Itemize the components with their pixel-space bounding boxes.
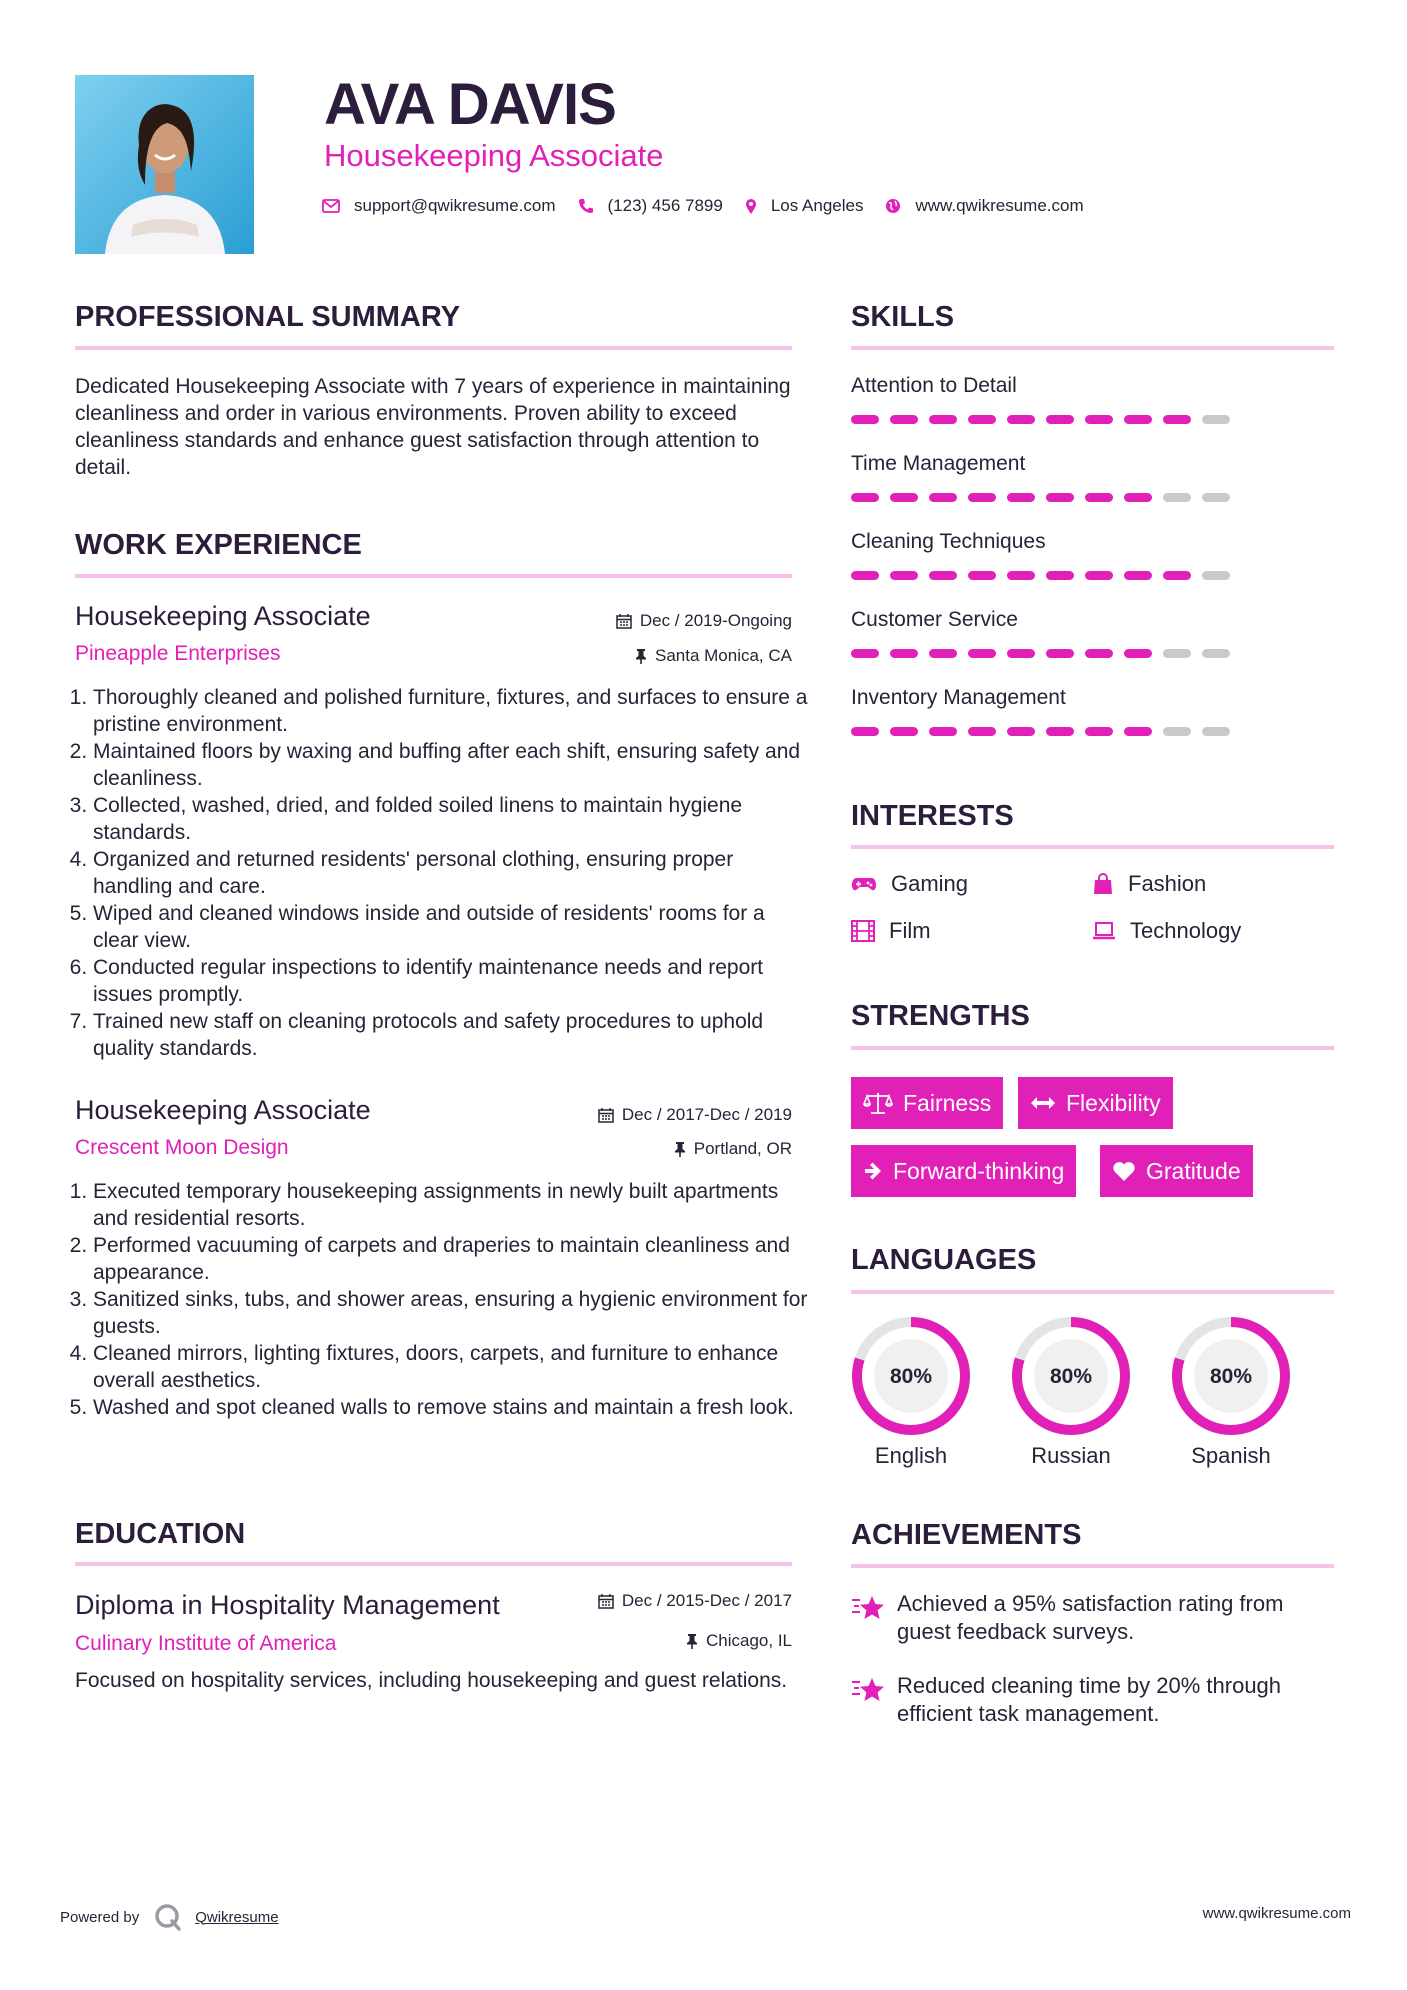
language-progress-ring bbox=[1010, 1315, 1132, 1437]
list-item: 4. Cleaned mirrors, lighting fixtures, doors, carpets, and furniture to enhance overall aesthetics. bbox=[93, 1340, 810, 1394]
strengths-divider bbox=[851, 1046, 1334, 1050]
achievements-heading: ACHIEVEMENTS bbox=[851, 1519, 1082, 1551]
calendar-icon bbox=[616, 613, 632, 629]
language-name: English bbox=[874, 1443, 948, 1468]
skill-dash-filled bbox=[1163, 571, 1191, 580]
skill-dash-empty bbox=[1163, 727, 1191, 736]
summary-heading: PROFESSIONAL SUMMARY bbox=[75, 301, 461, 333]
strength-tag-fairness bbox=[851, 1077, 1003, 1129]
skill-item bbox=[851, 451, 1334, 529]
skill-item bbox=[851, 607, 1334, 685]
summary-divider bbox=[75, 346, 792, 350]
skill-dash-filled bbox=[1046, 415, 1074, 424]
interests-heading: INTERESTS bbox=[851, 800, 1014, 832]
profile-photo bbox=[75, 75, 254, 254]
interests-divider bbox=[851, 845, 1334, 849]
education-divider bbox=[75, 1562, 792, 1566]
language-progress-ring bbox=[850, 1315, 972, 1437]
skill-dash-filled bbox=[929, 415, 957, 424]
interest-item-technology bbox=[1092, 917, 1241, 945]
skill-dash-filled bbox=[890, 727, 918, 736]
laptop-icon bbox=[1092, 922, 1116, 940]
achievement-text: Achieved a 95% satisfaction rating from guest feedback surveys. bbox=[897, 1591, 1284, 1644]
job-company: Crescent Moon Design bbox=[75, 1136, 289, 1159]
list-item: 6. Conducted regular inspections to identify maintenance needs and report issues promptly. bbox=[93, 954, 810, 1008]
skill-label: Customer Service bbox=[851, 608, 1018, 631]
language-item bbox=[1010, 1315, 1132, 1470]
skill-label: Cleaning Techniques bbox=[851, 530, 1046, 553]
list-item: 5. Wiped and cleaned windows inside and outside of residents' rooms for a clear view. bbox=[93, 900, 810, 954]
skill-dash-filled bbox=[1007, 727, 1035, 736]
experience-divider bbox=[75, 574, 792, 578]
education-location bbox=[500, 1630, 792, 1652]
film-icon bbox=[851, 920, 875, 942]
language-percent: 80% bbox=[1209, 1365, 1253, 1388]
skill-dash-filled bbox=[890, 415, 918, 424]
skill-dash-filled bbox=[968, 727, 996, 736]
achievement-item bbox=[851, 1590, 1334, 1646]
interest-label: Film bbox=[889, 918, 931, 943]
arrows-horizontal-icon bbox=[1030, 1096, 1056, 1110]
job-location bbox=[500, 1138, 792, 1160]
experience-heading: WORK EXPERIENCE bbox=[75, 529, 362, 561]
contact-phone[interactable] bbox=[578, 196, 723, 216]
pushpin-icon bbox=[674, 1141, 686, 1158]
candidate-title: Housekeeping Associate bbox=[324, 138, 664, 173]
skill-dash-filled bbox=[1124, 649, 1152, 658]
skill-dash-filled bbox=[1085, 571, 1113, 580]
contact-location-text: Los Angeles bbox=[770, 196, 864, 215]
calendar-icon bbox=[598, 1107, 614, 1123]
list-item: 1. Thoroughly cleaned and polished furniture, fixtures, and surfaces to ensure a pristine environment. bbox=[93, 684, 810, 738]
interest-label: Technology bbox=[1130, 918, 1242, 943]
interest-label: Gaming bbox=[891, 871, 969, 896]
list-item: 7. Trained new staff on cleaning protocols and safety procedures to uphold quality standards. bbox=[93, 1008, 810, 1062]
skill-dash-filled bbox=[968, 415, 996, 424]
interest-label: Fashion bbox=[1128, 871, 1207, 896]
job-company: Pineapple Enterprises bbox=[75, 642, 281, 665]
strength-label: Fairness bbox=[903, 1089, 992, 1116]
skill-dash-empty bbox=[1202, 727, 1230, 736]
list-item: 4. Organized and returned residents' personal clothing, ensuring proper handling and care. bbox=[93, 846, 810, 900]
person-photo-illustration bbox=[75, 75, 254, 254]
interest-item-fashion bbox=[1092, 870, 1206, 898]
skill-dash-filled bbox=[1085, 415, 1113, 424]
language-item bbox=[1170, 1315, 1292, 1470]
language-percent: 80% bbox=[1049, 1365, 1093, 1388]
job-dates-text: Dec / 2019-Ongoing bbox=[639, 611, 792, 630]
arrow-right-icon bbox=[863, 1161, 883, 1181]
skill-dash-empty bbox=[1202, 649, 1230, 658]
achievement-item bbox=[851, 1672, 1334, 1728]
skill-dash-empty bbox=[1202, 493, 1230, 502]
map-pin-icon bbox=[745, 198, 757, 215]
shopping-bag-icon bbox=[1092, 873, 1114, 895]
skill-dash-filled bbox=[1163, 415, 1191, 424]
skill-dash-filled bbox=[1046, 649, 1074, 658]
skill-item bbox=[851, 685, 1334, 763]
job-location-text: Santa Monica, CA bbox=[654, 646, 792, 665]
gamepad-icon bbox=[851, 876, 877, 892]
contact-email-text: support@qwikresume.com bbox=[354, 196, 556, 215]
achievements-divider bbox=[851, 1564, 1334, 1568]
skills-divider bbox=[851, 346, 1334, 350]
skill-dash-filled bbox=[851, 649, 879, 658]
education-location-text: Chicago, IL bbox=[706, 1631, 792, 1650]
pushpin-icon bbox=[635, 648, 647, 665]
list-item: 3. Collected, washed, dried, and folded soiled linens to maintain hygiene standards. bbox=[93, 792, 810, 846]
contact-website-text: www.qwikresume.com bbox=[915, 196, 1084, 215]
job-location-text: Portland, OR bbox=[693, 1139, 792, 1158]
skill-dash-empty bbox=[1163, 493, 1191, 502]
skill-dash-filled bbox=[929, 493, 957, 502]
skill-dash-filled bbox=[1085, 649, 1113, 658]
skill-rating bbox=[851, 571, 1334, 580]
skill-dash-filled bbox=[1007, 649, 1035, 658]
strength-tag-forward-thinking bbox=[851, 1145, 1076, 1197]
education-dates bbox=[500, 1590, 792, 1612]
skill-dash-filled bbox=[968, 571, 996, 580]
contact-phone-text: (123) 456 7899 bbox=[607, 196, 723, 215]
skill-label: Inventory Management bbox=[851, 686, 1066, 709]
calendar-icon bbox=[598, 1593, 614, 1609]
skill-dash-filled bbox=[1046, 493, 1074, 502]
brand-link[interactable]: Qwikresume bbox=[195, 1908, 279, 1926]
skill-item bbox=[851, 529, 1334, 607]
skill-dash-filled bbox=[1124, 415, 1152, 424]
skill-dash-empty bbox=[1163, 649, 1191, 658]
skill-dash-filled bbox=[851, 415, 879, 424]
skill-dash-filled bbox=[851, 493, 879, 502]
skill-rating bbox=[851, 649, 1334, 658]
list-item: 3. Sanitized sinks, tubs, and shower areas, ensuring a hygienic environment for guests. bbox=[93, 1286, 810, 1340]
skill-dash-filled bbox=[890, 649, 918, 658]
list-item: 5. Washed and spot cleaned walls to remove stains and maintain a fresh look. bbox=[93, 1394, 810, 1421]
skills-heading: SKILLS bbox=[851, 301, 955, 333]
achievement-text: Reduced cleaning time by 20% through efficient task management. bbox=[897, 1673, 1282, 1726]
skill-rating bbox=[851, 415, 1334, 424]
skills-list bbox=[851, 373, 1334, 763]
education-heading: EDUCATION bbox=[75, 1518, 246, 1550]
skill-dash-filled bbox=[1007, 493, 1035, 502]
contact-bar bbox=[322, 192, 1106, 220]
skill-dash-filled bbox=[1046, 727, 1074, 736]
school-name: Culinary Institute of America bbox=[75, 1632, 337, 1655]
list-item: 1. Executed temporary housekeeping assignments in newly built apartments and residential resorts. bbox=[93, 1178, 810, 1232]
candidate-name: AVA DAVIS bbox=[324, 72, 616, 137]
footer-website[interactable]: www.qwikresume.com bbox=[1202, 1905, 1351, 1922]
contact-location bbox=[745, 196, 864, 216]
star-icon bbox=[851, 1676, 885, 1704]
skill-dash-filled bbox=[1124, 727, 1152, 736]
envelope-icon bbox=[322, 199, 340, 213]
job-title: Housekeeping Associate bbox=[75, 601, 371, 631]
skill-rating bbox=[851, 727, 1334, 736]
education-description: Focused on hospitality services, including housekeeping and guest relations. bbox=[75, 1669, 788, 1692]
list-item: 2. Performed vacuuming of carpets and draperies to maintain cleanliness and appearance. bbox=[93, 1232, 810, 1286]
job-dates bbox=[500, 1104, 792, 1126]
job-duties-list bbox=[75, 684, 810, 1062]
skill-dash-empty bbox=[1202, 415, 1230, 424]
skill-item bbox=[851, 373, 1334, 451]
skill-label: Attention to Detail bbox=[851, 374, 1017, 397]
skill-dash-filled bbox=[1124, 493, 1152, 502]
skill-dash-filled bbox=[890, 493, 918, 502]
skill-rating bbox=[851, 493, 1334, 502]
list-item: 2. Maintained floors by waxing and buffing after each shift, ensuring safety and cleanliness. bbox=[93, 738, 810, 792]
phone-icon bbox=[578, 198, 594, 214]
pushpin-icon bbox=[686, 1633, 698, 1650]
skill-dash-filled bbox=[929, 727, 957, 736]
summary-text: Dedicated Housekeeping Associate with 7 years of experience in maintaining cleanliness and order in various environments. Proven ability to exceed cleanliness standards and enhance guest satisfaction through attention to detail. bbox=[75, 375, 791, 479]
language-item bbox=[850, 1315, 972, 1470]
contact-website[interactable] bbox=[885, 196, 1083, 216]
skill-dash-filled bbox=[1007, 571, 1035, 580]
degree-title: Diploma in Hospitality Management bbox=[75, 1590, 500, 1620]
strength-label: Flexibility bbox=[1066, 1089, 1161, 1116]
footer-powered-by bbox=[60, 1902, 279, 1932]
language-name: Russian bbox=[1031, 1443, 1111, 1468]
languages-heading: LANGUAGES bbox=[851, 1244, 1037, 1276]
skill-dash-empty bbox=[1202, 571, 1230, 580]
skill-dash-filled bbox=[1046, 571, 1074, 580]
strength-label: Gratitude bbox=[1146, 1157, 1241, 1184]
skill-dash-filled bbox=[929, 649, 957, 658]
skill-dash-filled bbox=[890, 571, 918, 580]
qwikresume-logo-icon bbox=[153, 1902, 183, 1932]
language-percent: 80% bbox=[889, 1365, 933, 1388]
skill-dash-filled bbox=[968, 649, 996, 658]
powered-by-text: Powered by bbox=[60, 1908, 140, 1926]
interest-item-film bbox=[851, 917, 931, 945]
skill-dash-filled bbox=[851, 571, 879, 580]
job-dates bbox=[500, 610, 792, 632]
job-title: Housekeeping Associate bbox=[75, 1095, 371, 1125]
globe-icon bbox=[885, 198, 901, 214]
skill-dash-filled bbox=[968, 493, 996, 502]
star-icon bbox=[851, 1594, 885, 1622]
strengths-heading: STRENGTHS bbox=[851, 1000, 1030, 1032]
contact-email[interactable] bbox=[322, 196, 556, 216]
skill-dash-filled bbox=[1124, 571, 1152, 580]
balance-scale-icon bbox=[863, 1091, 893, 1115]
strength-tag-gratitude bbox=[1100, 1145, 1253, 1197]
language-name: Spanish bbox=[1191, 1443, 1271, 1468]
heart-icon bbox=[1112, 1161, 1136, 1182]
skill-dash-filled bbox=[1085, 493, 1113, 502]
strength-tag-flexibility bbox=[1018, 1077, 1173, 1129]
job-dates-text: Dec / 2017-Dec / 2019 bbox=[621, 1105, 792, 1124]
strength-label: Forward-thinking bbox=[893, 1157, 1065, 1184]
skill-dash-filled bbox=[1007, 415, 1035, 424]
languages-divider bbox=[851, 1290, 1334, 1294]
skill-dash-filled bbox=[851, 727, 879, 736]
job-duties-list bbox=[75, 1178, 810, 1421]
language-progress-ring bbox=[1170, 1315, 1292, 1437]
skill-dash-filled bbox=[929, 571, 957, 580]
education-dates-text: Dec / 2015-Dec / 2017 bbox=[621, 1591, 792, 1610]
interest-item-gaming bbox=[851, 870, 968, 898]
skill-dash-filled bbox=[1085, 727, 1113, 736]
skill-label: Time Management bbox=[851, 452, 1026, 475]
job-location bbox=[500, 645, 792, 667]
